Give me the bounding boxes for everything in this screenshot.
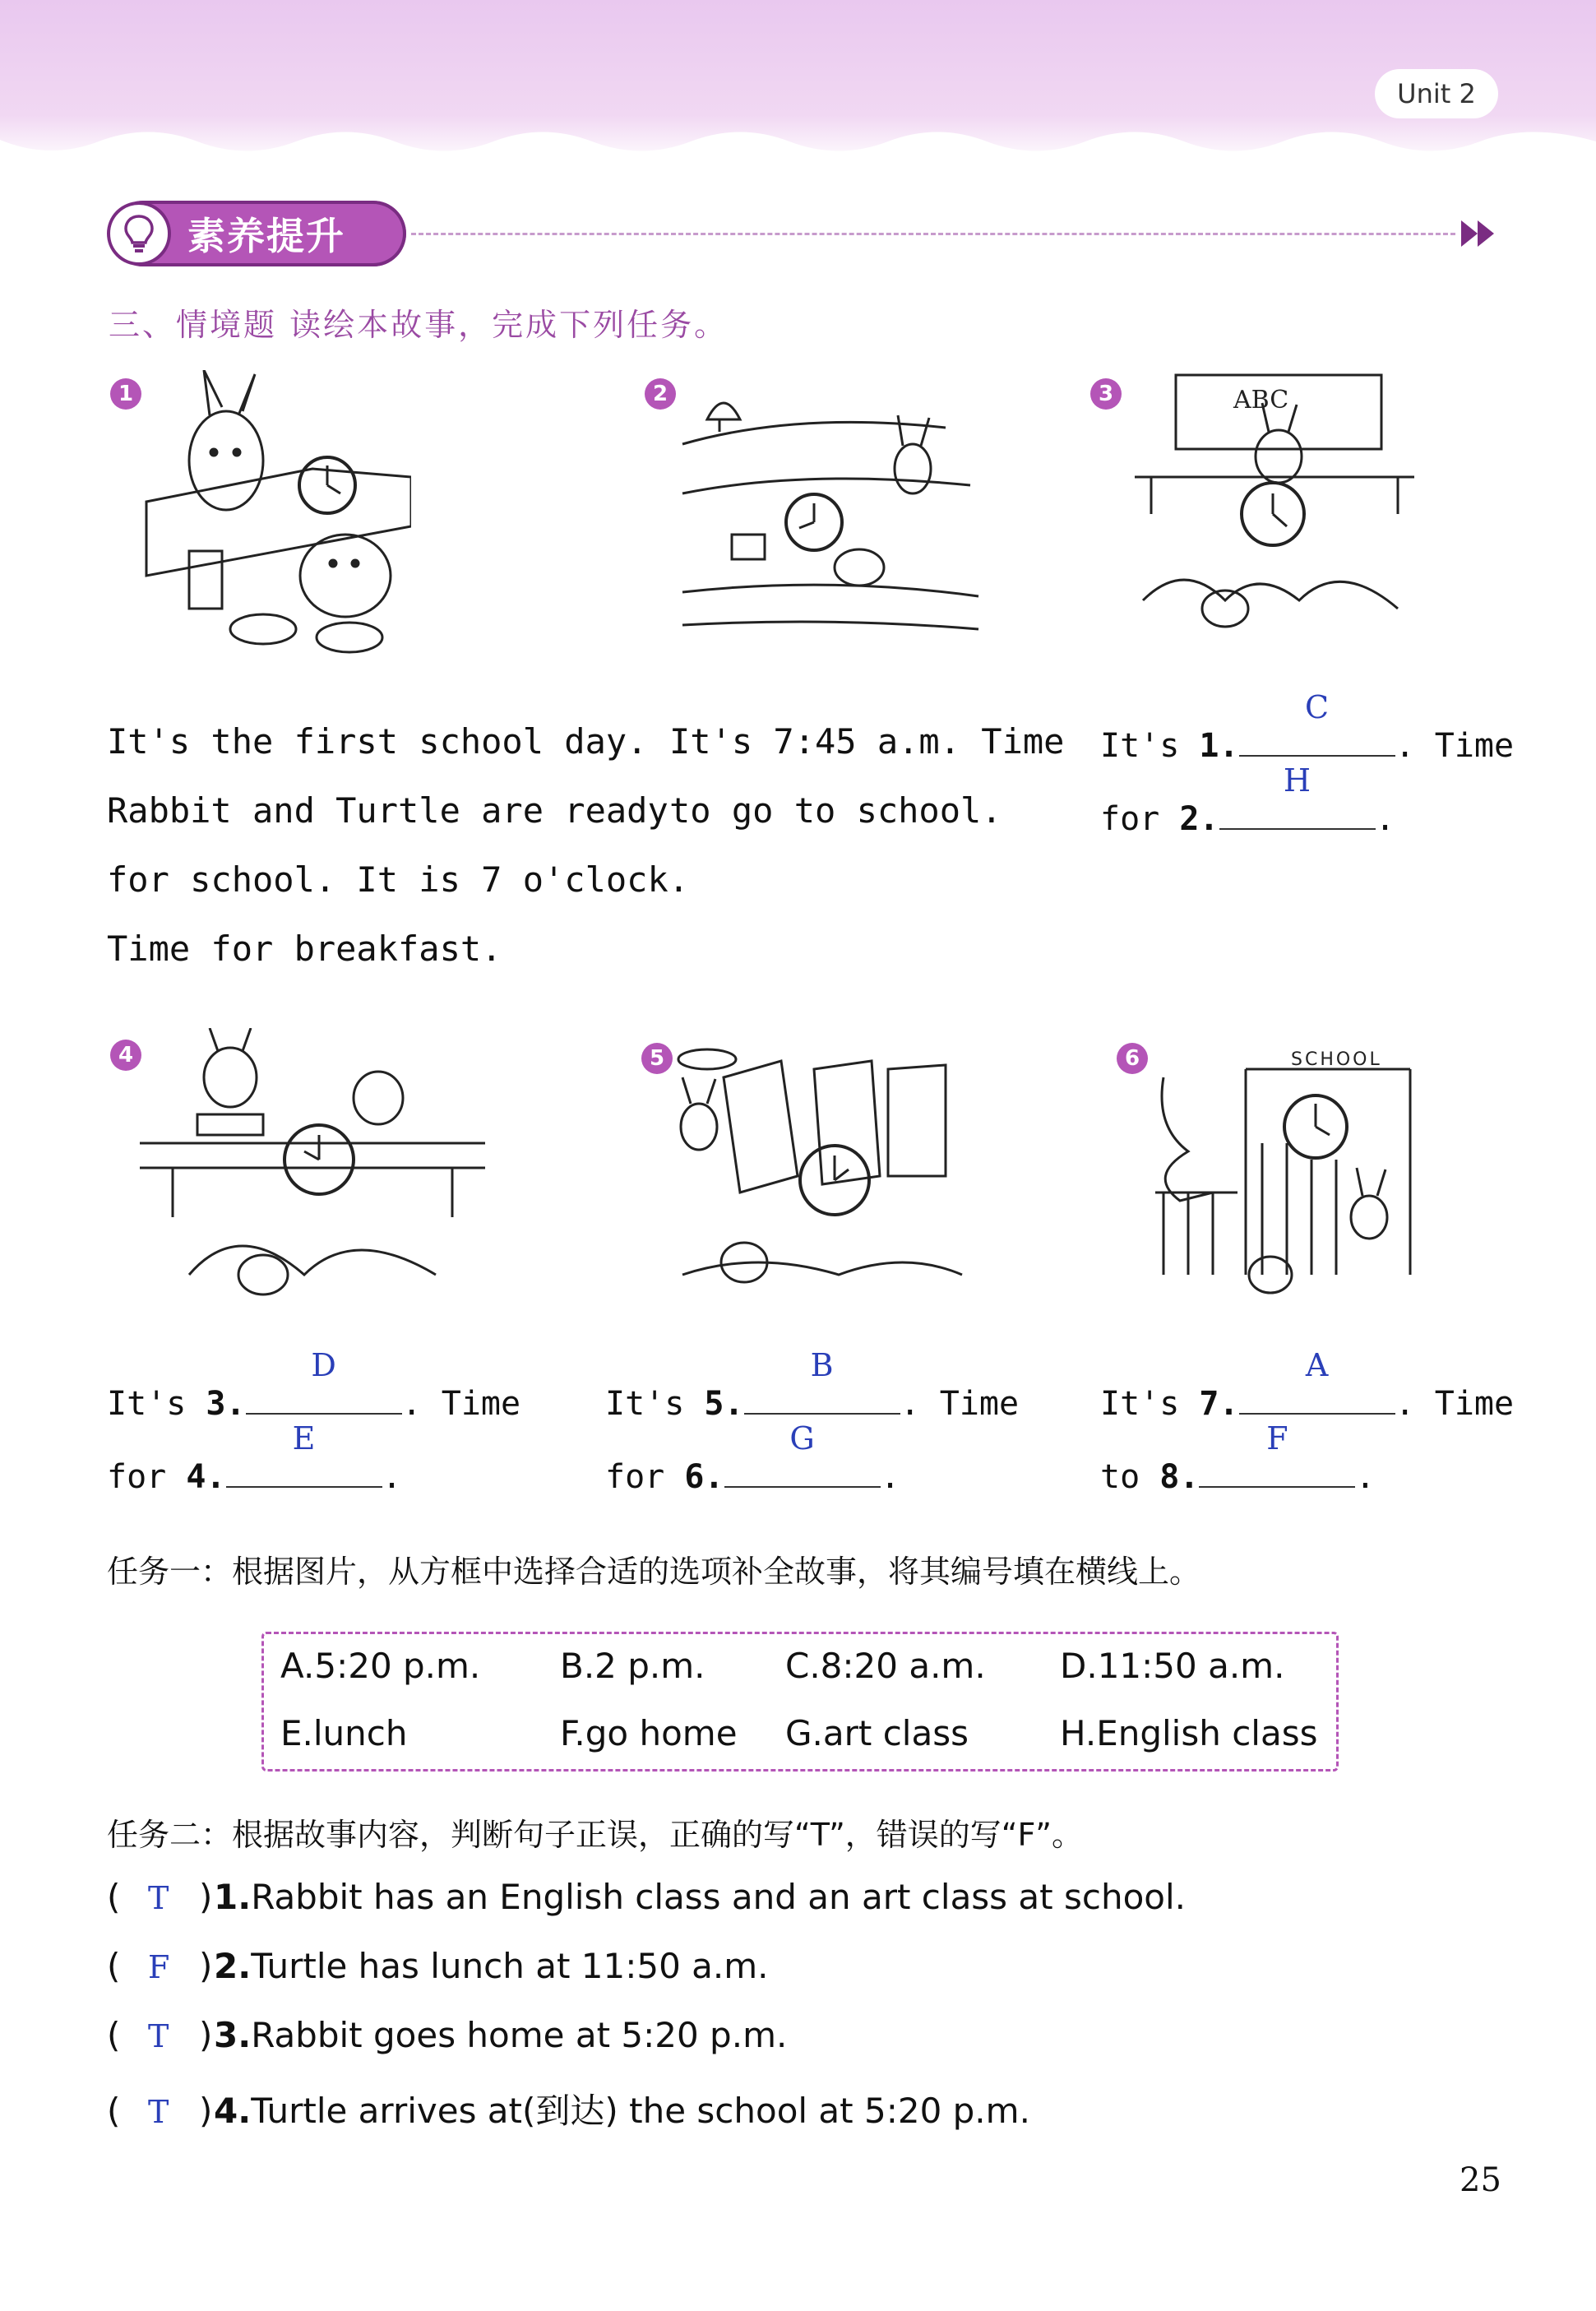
blank-number-7: 7. xyxy=(1199,1385,1239,1423)
option-b: B.2 p.m. xyxy=(560,1646,705,1686)
blank-number-3: 3. xyxy=(206,1385,246,1423)
panel-5-text xyxy=(605,1347,1020,1512)
blank-3[interactable] xyxy=(246,1347,402,1415)
panel-4-time: . Time xyxy=(401,1385,521,1423)
panel-number-2: 2 xyxy=(645,378,676,410)
section-title: 三、情境题 读绘本故事，完成下列任务。 xyxy=(109,307,729,343)
tf-item-2 xyxy=(107,1946,769,1986)
options-box xyxy=(261,1632,1339,1771)
answer-1: C xyxy=(1305,689,1330,725)
answer-8: F xyxy=(1266,1420,1288,1457)
picture-going-to-school xyxy=(674,370,987,666)
tf-paren-close-2: ) xyxy=(199,1946,213,1986)
tf-paren-close-1: ) xyxy=(199,1877,213,1917)
option-h: H.English class xyxy=(1060,1713,1318,1753)
tf-number-3: 3. xyxy=(214,2015,252,2055)
panel-6-text xyxy=(1100,1347,1515,1512)
tf-paren-close-4: ) xyxy=(199,2091,213,2131)
tf-number-1: 1. xyxy=(214,1877,252,1917)
answer-7: A xyxy=(1305,1347,1329,1383)
panel-2-text xyxy=(669,707,1064,845)
answer-5: B xyxy=(810,1347,834,1383)
tf-item-4 xyxy=(107,2084,1030,2133)
blank-number-5: 5. xyxy=(704,1385,744,1423)
school-sign-text: SCHOOL xyxy=(1291,1049,1382,1070)
tf-answer-slot-2[interactable] xyxy=(107,1946,214,1986)
panel-5-time: . Time xyxy=(900,1385,1020,1423)
lightbulb-icon xyxy=(107,201,171,266)
panel-3-text xyxy=(1100,689,1515,854)
blank-number-2: 2. xyxy=(1179,800,1219,838)
blank-1[interactable] xyxy=(1239,689,1395,757)
panel-number-4: 4 xyxy=(110,1040,141,1071)
task-1-instruction: 任务一：根据图片，从方框中选择合适的选项补全故事，将其编号填在横线上。 xyxy=(107,1554,1201,1590)
page-number: 25 xyxy=(1460,2161,1501,2199)
answer-6: G xyxy=(789,1420,815,1457)
tf-text-3: Rabbit goes home at 5:20 p.m. xyxy=(251,2015,788,2055)
blank-2[interactable] xyxy=(1219,762,1376,830)
panel-1-line-3: for school. It is 7 o'clock. xyxy=(107,859,690,900)
panel-number-3: 3 xyxy=(1090,378,1122,410)
tf-paren-open-1: ( xyxy=(107,1877,121,1917)
unit-label: Unit 2 xyxy=(1375,69,1498,118)
blackboard-text: ABC xyxy=(1233,386,1289,414)
tf-text-2: Turtle has lunch at 11:50 a.m. xyxy=(251,1946,769,1986)
tf-answer-3: T xyxy=(148,2018,169,2054)
blank-5[interactable] xyxy=(744,1347,900,1415)
tf-text-1: Rabbit has an English class and an art class at school. xyxy=(251,1877,1186,1917)
option-a: A.5:20 p.m. xyxy=(280,1646,481,1686)
option-f: F.go home xyxy=(560,1713,738,1753)
blank-8[interactable] xyxy=(1199,1420,1355,1488)
answer-4: E xyxy=(292,1420,316,1457)
picture-breakfast xyxy=(140,370,411,666)
blank-4[interactable] xyxy=(226,1420,382,1488)
tf-paren-close-3: ) xyxy=(199,2015,213,2055)
tf-number-2: 2. xyxy=(214,1946,252,1986)
tf-item-1 xyxy=(107,1877,1186,1917)
panel-3-end: . xyxy=(1375,800,1395,838)
picture-english-class xyxy=(1135,370,1414,666)
panel-number-6: 6 xyxy=(1117,1043,1148,1074)
tf-answer-4: T xyxy=(148,2094,169,2130)
option-c: C.8:20 a.m. xyxy=(785,1646,986,1686)
blank-7[interactable] xyxy=(1239,1347,1395,1415)
tf-answer-1: T xyxy=(148,1880,169,1916)
panel-4-end: . xyxy=(382,1458,402,1496)
tf-answer-2: F xyxy=(148,1949,170,1985)
blank-number-8: 8. xyxy=(1159,1458,1200,1496)
panel-1-line-1: It's the first school day. xyxy=(107,721,648,762)
section-badge-title: 素养提升 xyxy=(187,214,345,258)
panel-1-line-2: Rabbit and Turtle are ready xyxy=(107,790,668,831)
answer-3: D xyxy=(311,1347,336,1383)
panel-3-time: . Time xyxy=(1395,727,1515,765)
picture-lunch xyxy=(140,1028,485,1324)
tf-number-4: 4. xyxy=(214,2091,252,2131)
section-badge xyxy=(110,201,406,266)
tf-text-4: Turtle arrives at(到达) the school at 5:20 p.m. xyxy=(251,2091,1030,2131)
panel-6-to: to xyxy=(1100,1458,1160,1496)
panel-5-for: for xyxy=(605,1458,685,1496)
panel-3-for: for xyxy=(1100,800,1180,838)
panel-2-line-2: to go to school. xyxy=(669,790,1002,831)
picture-school-gate xyxy=(1147,1028,1427,1324)
panel-1-line-4: Time for breakfast. xyxy=(107,929,502,969)
panel-3-lead: It's xyxy=(1100,727,1200,765)
tf-answer-slot-4[interactable] xyxy=(107,2091,214,2131)
tf-paren-open-2: ( xyxy=(107,1946,121,1986)
panel-4-for: for xyxy=(107,1458,187,1496)
panel-5-end: . xyxy=(880,1458,900,1496)
panel-number-1: 1 xyxy=(110,378,141,410)
blank-number-1: 1. xyxy=(1199,727,1239,765)
panel-5-lead: It's xyxy=(605,1385,705,1423)
option-g: G.art class xyxy=(785,1713,969,1753)
task-2-instruction: 任务二：根据故事内容，判断句子正误，正确的写“T”，错误的写“F”。 xyxy=(107,1817,1083,1853)
tf-answer-slot-3[interactable] xyxy=(107,2015,214,2055)
tf-answer-slot-1[interactable] xyxy=(107,1877,214,1917)
option-e: E.lunch xyxy=(280,1713,408,1753)
panel-1-text xyxy=(107,707,689,984)
picture-art-class xyxy=(674,1028,970,1324)
blank-6[interactable] xyxy=(724,1420,881,1488)
section-divider xyxy=(411,233,1455,235)
panel-6-end: . xyxy=(1355,1458,1376,1496)
header-wave xyxy=(0,123,1596,173)
tf-paren-open-3: ( xyxy=(107,2015,121,2055)
blank-number-6: 6. xyxy=(684,1458,724,1496)
tf-item-3 xyxy=(107,2015,787,2055)
double-arrow-icon xyxy=(1460,217,1501,250)
panel-6-time: . Time xyxy=(1395,1385,1515,1423)
answer-2: H xyxy=(1283,762,1311,799)
panel-4-lead: It's xyxy=(107,1385,206,1423)
tf-paren-open-4: ( xyxy=(107,2091,121,2131)
panel-2-line-1: It's 7:45 a.m. Time xyxy=(669,721,1065,762)
option-d: D.11:50 a.m. xyxy=(1060,1646,1285,1686)
panel-number-5: 5 xyxy=(641,1043,673,1074)
blank-number-4: 4. xyxy=(186,1458,226,1496)
panel-6-lead: It's xyxy=(1100,1385,1200,1423)
panel-4-text xyxy=(107,1347,521,1512)
